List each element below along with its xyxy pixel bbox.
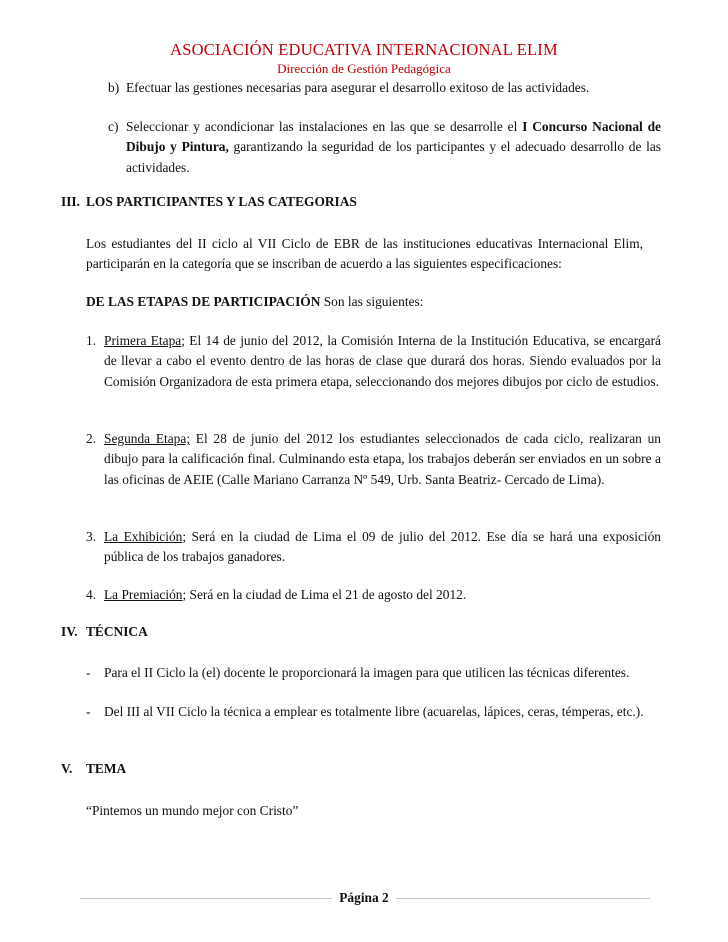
section-heading-theme bbox=[61, 761, 126, 777]
list-marker: c) bbox=[108, 119, 119, 134]
stage-text: ; Será en la ciudad de Lima el 09 de julio del 2012. Ese día se hará una exposición pública de los trabajos ganadores. bbox=[104, 529, 661, 565]
stage-item-1 bbox=[86, 331, 661, 392]
list-marker: 2. bbox=[86, 431, 97, 446]
section-title: TÉCNICA bbox=[86, 624, 148, 639]
list-marker: 3. bbox=[86, 529, 97, 544]
stage-item-3 bbox=[86, 527, 661, 568]
theme-quote: “Pintemos un mundo mejor con Cristo” bbox=[86, 803, 299, 818]
contest-name: I Concurso Nacional de Dibujo y Pintura, bbox=[126, 119, 661, 155]
stage-text: ; El 14 de junio del 2012, la Comisión Interna de la Institución Educativa, se encargará de llevar a cabo el evento dentro de las horas de clase que durará dos horas. Siendo evaluados por la Comisión Organizadora de esta primera etapa, seleccionando dos mejores dibujos por ciclo de estudios. bbox=[104, 333, 662, 389]
list-marker: 4. bbox=[86, 587, 97, 602]
stage-text: ; Será en la ciudad de Lima el 21 de agosto del 2012. bbox=[182, 587, 467, 602]
stages-heading-bold: DE LAS ETAPAS DE PARTICIPACIÓN bbox=[86, 294, 321, 309]
section-number: III. bbox=[61, 194, 80, 209]
list-marker: 1. bbox=[86, 333, 97, 348]
list-item-c bbox=[108, 117, 661, 178]
page-number: Página 2 bbox=[339, 890, 389, 905]
stages-heading bbox=[86, 292, 643, 312]
technique-text: Del III al VII Ciclo la técnica a emplear es totalmente libre (acuarelas, lápices, ceras, témperas, etc.). bbox=[104, 704, 644, 719]
section-heading-technique bbox=[61, 624, 148, 640]
section-title: TEMA bbox=[86, 761, 127, 776]
section-number: V. bbox=[61, 761, 73, 776]
list-marker: - bbox=[86, 704, 91, 719]
stage-name: La Exhibición bbox=[104, 529, 183, 544]
section-title: LOS PARTICIPANTES Y LAS CATEGORIAS bbox=[86, 194, 357, 209]
section-heading-participants bbox=[61, 194, 357, 210]
list-item-text: Seleccionar y acondicionar las instalaciones en las que se desarrolle el bbox=[126, 119, 523, 134]
list-item-text-cont: garantizando la seguridad de los participantes y el adecuado desarrollo de las actividades. bbox=[126, 139, 661, 175]
list-item-b bbox=[108, 78, 661, 98]
stage-name: La Premiación bbox=[104, 587, 183, 602]
technique-text: Para el II Ciclo la (el) docente le proporcionará la imagen para que utilicen las técnicas diferentes. bbox=[104, 665, 630, 680]
technique-item-1 bbox=[86, 663, 661, 683]
stage-item-4 bbox=[86, 585, 661, 605]
technique-item-2 bbox=[86, 702, 661, 722]
list-marker: - bbox=[86, 665, 91, 680]
stages-heading-tail: Son las siguientes: bbox=[320, 294, 424, 309]
list-marker: b) bbox=[108, 80, 120, 95]
stage-name: Segunda Etapa; bbox=[104, 431, 191, 446]
stage-item-2 bbox=[86, 429, 661, 490]
stage-name: Primera Etapa bbox=[104, 333, 182, 348]
stage-text: El 28 de junio del 2012 los estudiantes seleccionados de cada ciclo, realizaran un dibujo para la calificación final. Culminando esta etapa, los trabajos deberán ser enviados en un sobre a las oficinas de AEIE (Calle Mariano Carranza Nº 549, Urb. Santa Beatriz- Cercado de Lima). bbox=[104, 431, 661, 487]
header-subtitle: Dirección de Gestión Pedagógica bbox=[277, 61, 451, 76]
participants-paragraph: Los estudiantes del II ciclo al VII Ciclo de EBR de las instituciones educativas Internacional Elim, participarán en la categoría que se inscriban de acuerdo a las siguientes especificaciones: bbox=[86, 236, 643, 272]
list-item-text: Efectuar las gestiones necesarias para asegurar el desarrollo exitoso de las actividades. bbox=[126, 80, 590, 95]
section-number: IV. bbox=[61, 624, 78, 639]
header-title: ASOCIACIÓN EDUCATIVA INTERNACIONAL ELIM bbox=[170, 40, 558, 59]
